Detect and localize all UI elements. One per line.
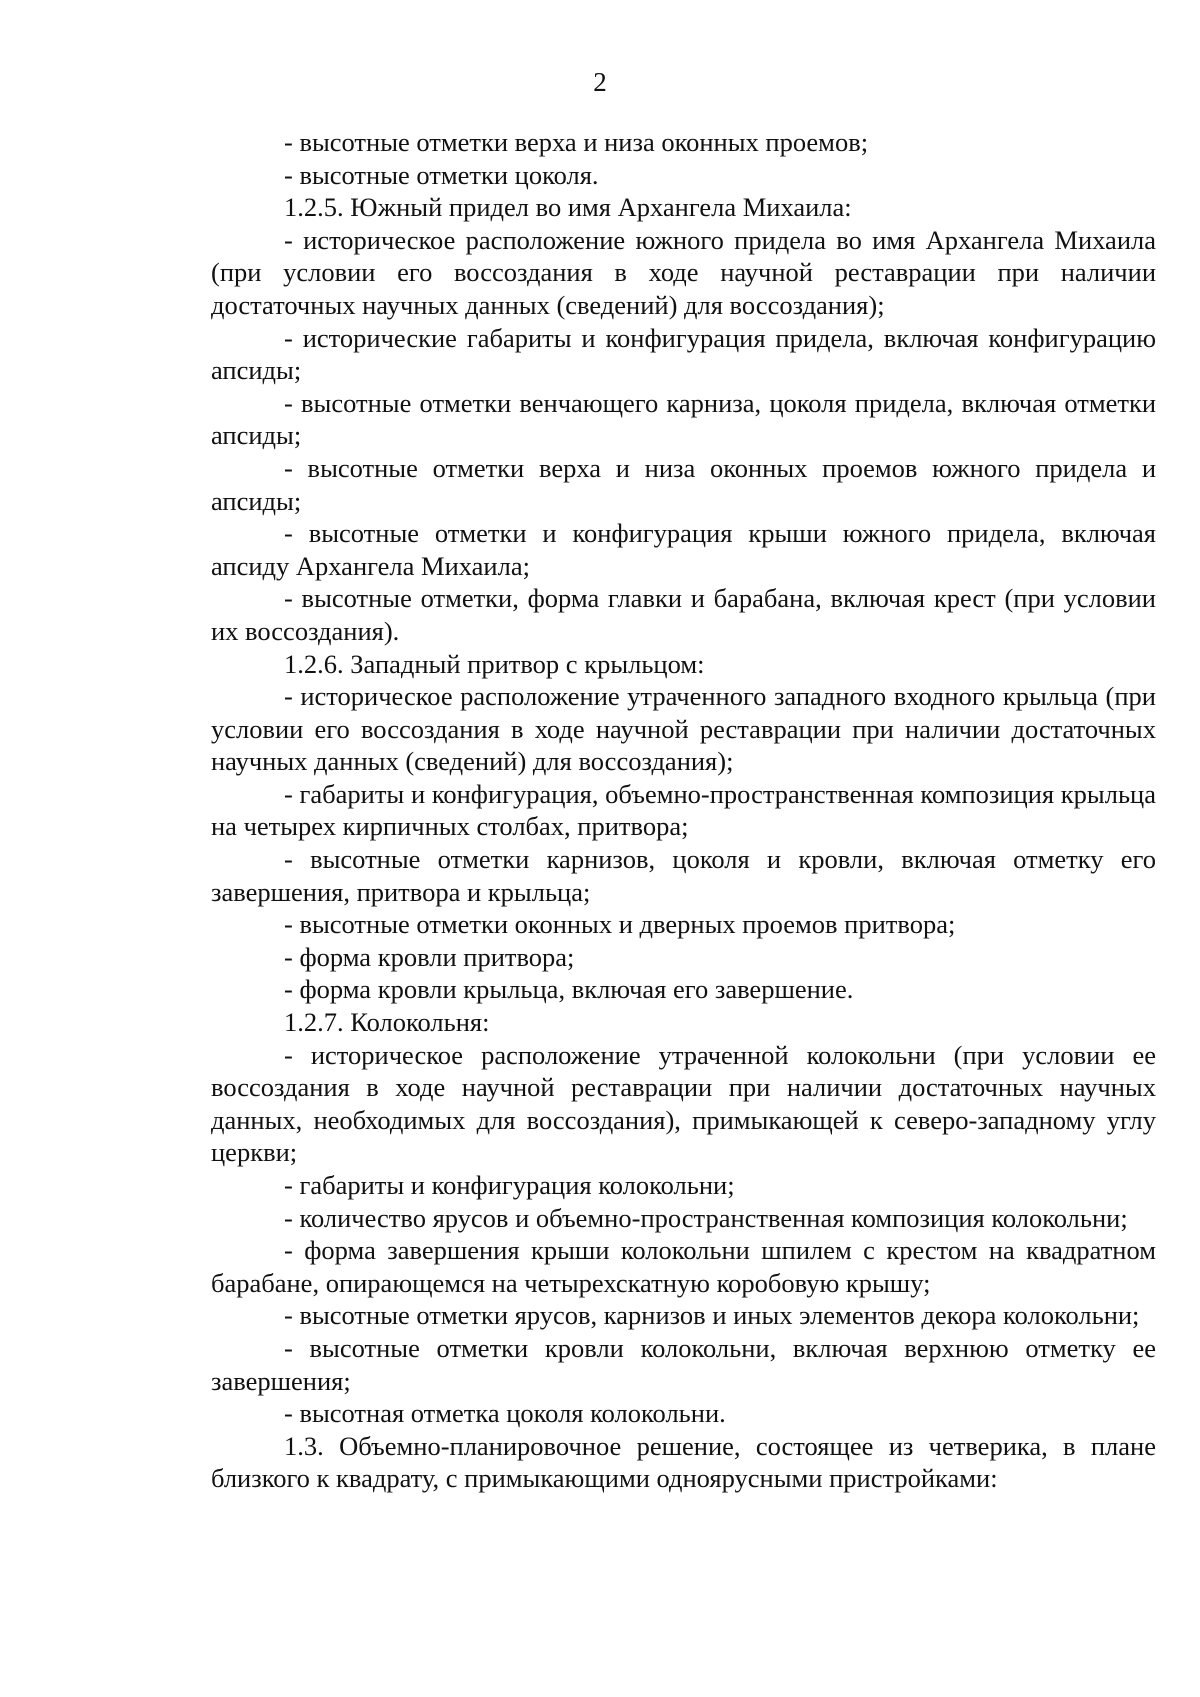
paragraph: - высотные отметки и конфигурация крыши южного придела, включая апсиду Архангела Михаила; bbox=[211, 518, 1156, 581]
paragraph: - историческое расположение утраченного западного входного крыльца (при условии его воссоздания в ходе научной реставрации при наличии достаточных научных данных (сведений) для воссоздания); bbox=[211, 681, 1156, 777]
paragraph: - высотные отметки венчающего карниза, цоколя придела, включая отметки апсиды; bbox=[211, 387, 1156, 451]
paragraph: - высотные отметки цоколя. bbox=[284, 159, 599, 190]
paragraph: - высотные отметки кровли колокольни, включая верхнюю отметку ее завершения; bbox=[211, 1332, 1156, 1396]
paragraph: - высотные отметки верха и низа оконных проемов; bbox=[284, 127, 869, 157]
paragraph: - форма завершения крыши колокольни шпилем с крестом на квадратном барабане, опирающемся на четырехскатную коробовую крышу; bbox=[211, 1235, 1156, 1298]
section-heading: 1.2.6. Западный притвор с крыльцом: bbox=[284, 648, 705, 679]
paragraph: - габариты и конфигурация колокольни; bbox=[284, 1170, 735, 1200]
paragraph: - габариты и конфигурация, объемно-пространственная композиция крыльца на четырех кирпичных столбах, притвора; bbox=[211, 778, 1156, 842]
paragraph: - историческое расположение южного придела во имя Архангела Михаила (при условии его воссоздания в ходе научной реставрации при наличии достаточных научных данных (сведений) для воссоздания); bbox=[211, 224, 1156, 320]
paragraph: - форма кровли крыльца, включая его завершение. bbox=[284, 974, 854, 1005]
paragraph: - высотные отметки верха и низа оконных проемов южного придела и апсиды; bbox=[211, 452, 1156, 516]
paragraph: - высотная отметка цоколя колокольни. bbox=[284, 1398, 726, 1429]
paragraph: - исторические габариты и конфигурация придела, включая конфигурацию апсиды; bbox=[211, 322, 1156, 386]
paragraph: - количество ярусов и объемно-пространственная композиция колокольни; bbox=[284, 1202, 1128, 1233]
paragraph: - высотные отметки, форма главки и барабана, включая крест (при условии их воссоздания). bbox=[211, 583, 1156, 646]
section-heading: 1.2.5. Южный придел во имя Архангела Михаила: bbox=[284, 192, 852, 223]
paragraph: - форма кровли притвора; bbox=[284, 941, 575, 972]
section-heading: 1.2.7. Колокольня: bbox=[284, 1007, 490, 1038]
paragraph: - высотные отметки ярусов, карнизов и иных элементов декора колокольни; bbox=[284, 1300, 1140, 1331]
paragraph: - высотные отметки оконных и дверных проемов притвора; bbox=[284, 909, 956, 940]
document-body bbox=[211, 126, 1156, 1495]
paragraph: - высотные отметки карнизов, цоколя и кровли, включая отметку его завершения, притвора и крыльца; bbox=[211, 844, 1156, 907]
page-number: 2 bbox=[593, 67, 607, 97]
section-heading: 1.3. Объемно-планировочное решение, состоящее из четверика, в плане близкого к квадрату, с примыкающими одноярусными пристройками: bbox=[211, 1430, 1156, 1494]
paragraph: - историческое расположение утраченной колокольни (при условии ее воссоздания в ходе научной реставрации при наличии достаточных научных данных, необходимых для воссоздания), примыкающей к северо-западному углу церкви; bbox=[211, 1039, 1156, 1168]
